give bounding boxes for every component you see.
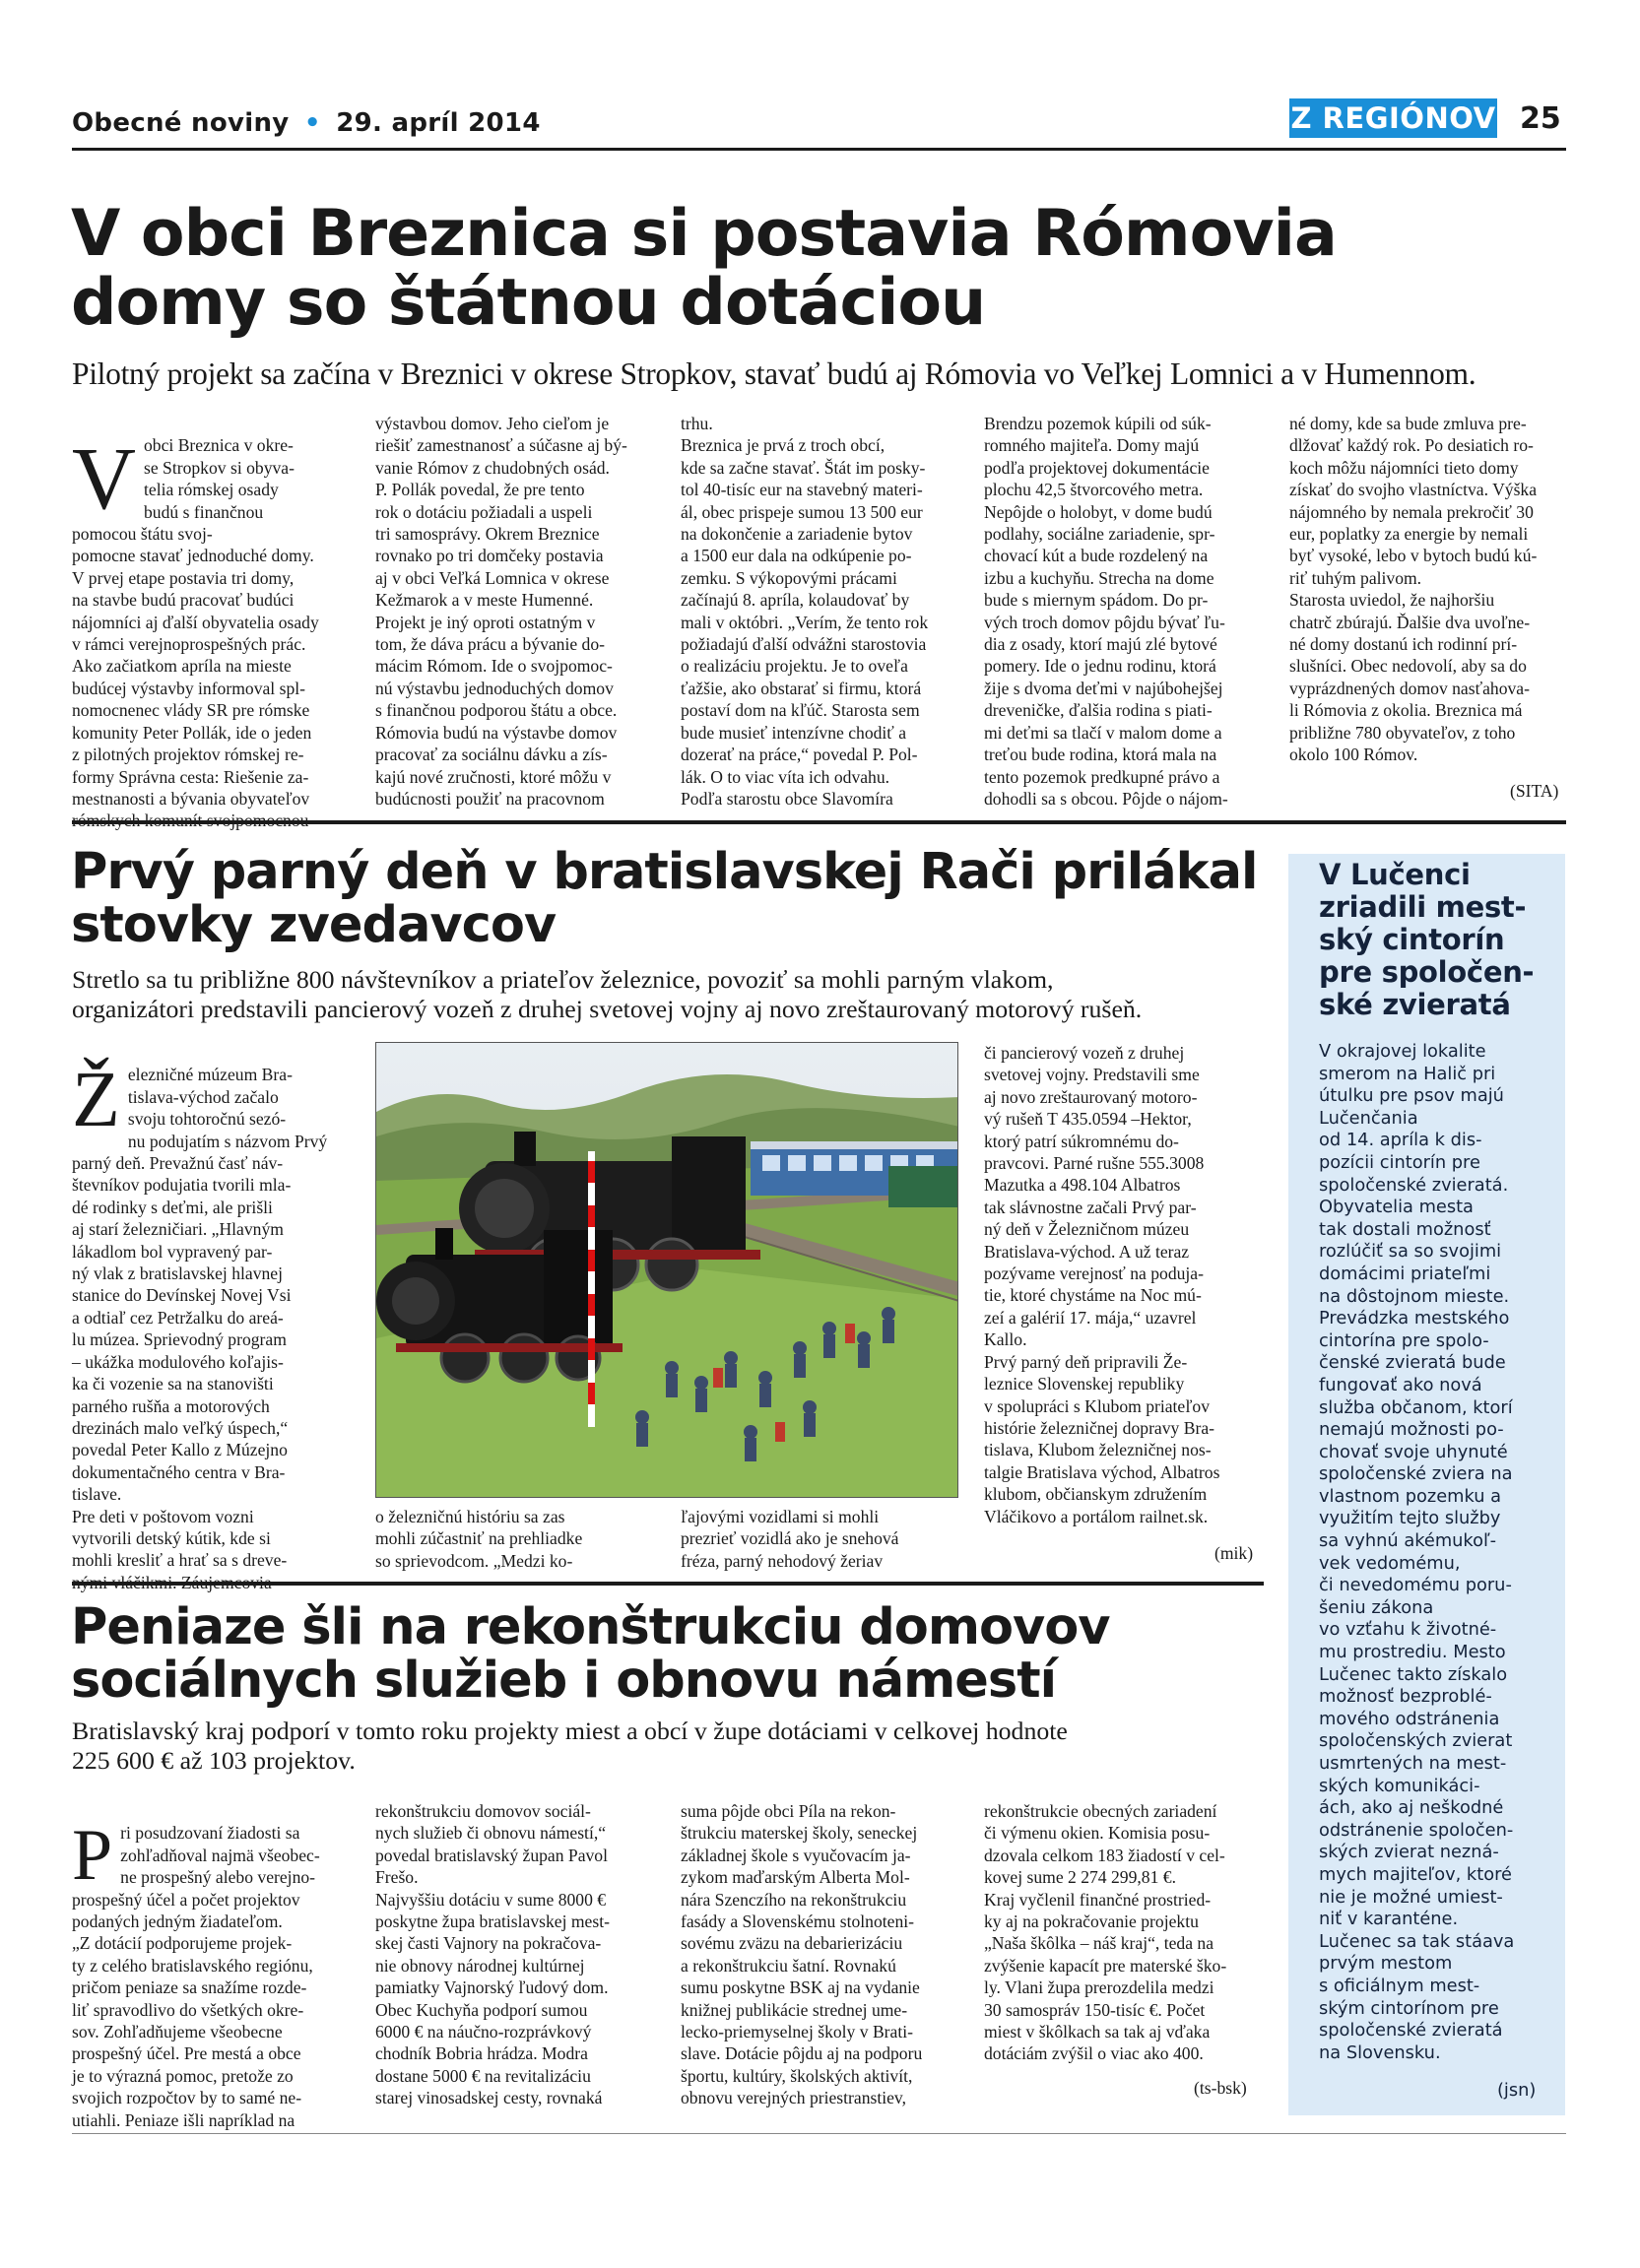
article1-column-1 [72,413,350,832]
sidebar-signature: (jsn) [1497,2080,1537,2101]
article1-column-3: trhu. Breznica je prvá z troch obcí, kde sa začne stavať. Štát im posky- tol 40-tisíc eur na stavebný materi- ál, obec prispeje sumou 13 500 eur na dokončenie a zariadenie bytov a 1500 eur dala na odkúpenie po- zemku. S výkopovými prácami začínajú 8. apríla, kolaudovať by mali v októbri. „Verím, že tento rok požiadajú ďalší odvážni starostovia o realizáciu projektu. Je to oveľa ťažšie, ako obstarať si firmu, ktorá postaví dom na kľúč. Starosta sem bude musieť intenzívne chodiť a dozerať na práce,“ povedal P. Pol- lák. O to viac víta ich odvahu. Podľa starostu obce Slavomíra [681,414,929,809]
article3-deck-line2: 225 600 € až 103 projektov. [72,1746,356,1775]
article2-column-4: či pancierový vozeň z druhej svetovej vojny. Predstavili sme aj novo zreštaurovaný motoro- vý rušeň T 435.0594 –Hektor, ktorý patrí súkromnému do- pravcovi. Parné rušne 555.3008 Mazutka a 498.104 Albatros tak slávnostne začali Prvý par- ný deň v Železničnom múzeu Bratislava-východ. A už teraz pozývame verejnosť na poduja- tie, ktoré chystáme na Noc mú- zeí a galérií 17. mája,“ uzavrel Kallo. Prvý parný deň pripravili Že- leznice Slovenskej republiky v spolupráci s Klubom priateľov histórie železničnej dopravy Bra- tislava, Klubom železničnej nos- talgie Bratislava východ, Albatros klubom, občianskym združením Vláčikovo a portálom railnet.sk. [984,1043,1220,1526]
article3-deck [72,1717,1283,1776]
article2-column-2: o železničnú históriu sa zas mohli zúčastniť na prehliadke so sprievodcom. „Medzi ko- [375,1507,583,1571]
article2-bottom-rule [72,1582,1264,1586]
article1-signature: (SITA) [1510,781,1559,801]
article1-column-5: né domy, kde sa bude zmluva pre- dlžovať každý rok. Po desiatich ro- koch môžu nájomníci tieto domy získať do svojho vlastníctva. Výška nájomného by nemala prekročiť 30 eur, poplatky za energie by nemali byť vysoké, lebo v bytoch budú kú- riť tuhým palivom. Starosta uviedol, že najhoršiu chatrč zbúrajú. Ďalšie dva uvoľne- né domy dostanú ich rodinní prí- slušníci. Obec nedovolí, aby sa do vyprázdnených domov nasťahova- li Rómovia z okolia. Breznica má približne 780 obyvateľov, z toho okolo 100 Rómov. [1289,414,1538,765]
article1-title-line1: V obci Breznica si postavia Rómovia [71,197,1337,271]
article2-dropcap: Ž [72,1057,120,1144]
article3-title-line2: sociálnych služieb i obnovu námestí [71,1652,1057,1710]
article1-title-line2: domy so štátnou dotáciou [71,265,986,340]
publication-name: Obecné noviny [72,108,290,138]
sidebar-title: V Lučenci zriadili mest- ský cintorín pre spoločen- ské zvieratá [1319,858,1535,1021]
issue-date: 29. apríl 2014 [336,108,541,138]
article2-signature: (mik) [1214,1543,1254,1563]
article2-deck-line2: organizátori predstavili pancierový vozeň z druhej svetovej vojny aj novo zreštaurovaný motorový rušeň. [72,995,1143,1023]
article2-title [71,843,1273,954]
article1-column-4: Brendzu pozemok kúpili od súk- romného majiteľa. Domy majú podľa projektovej dokumentácie plochu 42,5 štvorcového metra. Nepôjde o holobyt, v dome budú podlahy, sociálne zariadenie, spr- chovací kút a bude rozdelený na izbu a kuchyňu. Strecha na dome bude s miernym spádom. Do pr- vých troch domov pôjdu bývať ľu- dia z osady, ktorí majú zlé bytové pomery. Ide o jednu rodinu, ktorá žije s dvoma deťmi v najúbohejšej dreveničke, ďalšia rodina s piati- mi deťmi sa tlačí v malom dome a treťou bude rodina, ktorá mala na tento pozemok predkupné právo a dohodli sa s obcou. Pôjde o nájom- [984,414,1228,809]
locomotive-illustration [376,1043,958,1498]
footer-rule [72,2133,1566,2134]
page-number: 25 [1520,101,1561,136]
article3-column-2: rekonštrukciu domovov sociál- nych služieb či obnovu námestí,“ povedal bratislavský župan Pavol Frešo. Najvyššiu dotáciu v sume 8000 € poskytne župa bratislavskej mest- skej časti Vajnory na pokračova- nie obnovy národnej kultúrnej pamiatky Vajnorský ľudový dom. Obec Kuchyňa podporí sumou 6000 € na náučno-rozprávkový chodník Bobria hrádza. Modra dostane 5000 € na revitalizáciu starej vinosadskej cesty, rovnaká [375,1801,610,2108]
article2-deck-line1: Stretlo sa tu približne 800 návštevníkov a priateľov železnice, povoziť sa mohli parným vlakom, [72,965,1054,994]
article3-column-1 [72,1800,350,2131]
article3-title [71,1598,1273,1710]
article1-title [71,197,1548,340]
article1-deck: Pilotný projekt sa začína v Breznici v okrese Stropkov, stavať budú aj Rómovia vo Veľkej Lomnici a v Humennom. [72,356,1476,391]
article2-deck [72,965,1283,1024]
steam-train-photo [375,1042,958,1498]
header-rule [72,148,1566,151]
article3-title-line1: Peniaze šli na rekonštrukciu domovov [71,1598,1110,1656]
article1-col1-text: obci Breznica v okre- se Stropkov si obyva- telia rómskej osady budú s finančnou pomocou štátu svoj- pomocne stavať jednoduché domy. V prvej etape postavia tri domy, na stavbe budú pracovať budúci nájomníci aj ďalší obyvatelia osady v rámci verejnoprospešných prác. Ako začiatkom apríla na mieste budúcej výstavby informoval spl- nomocnenec vlády SR pre rómske komunity Peter Pollák, ide o jeden z pilotných projektov rómskej re- formy Správna cesta: Riešenie za- mestnanosti a bývania obyvateľov [72,435,319,809]
article1-bottom-rule [72,820,1566,824]
masthead [72,108,541,138]
article2-col1-text: elezničné múzeum Bra- tislava-východ začalo svoju tohtoročnú sezó- nu podujatím s názvom Prvý parný deň. Prevažnú časť náv- števníkov podujatia tvorili mla- dé rodinky s deťmi, ale prišli aj starí železničiari. „Hlavným lákadlom bol vypravený par- ný vlak z bratislavskej hlavnej stanice do Devínskej Novej Vsi a odtiaľ cez Petržalku do areá- lu múzea. Sprievodný program – ukážka modulového koľajis- ka či vozenie sa na stanovišti parného rušňa a motorových drezinách malo veľký úspech,“ povedal Peter Kallo z Múzejno dokumentačného centra v Bra- tislave. Pre deti v poštovom vozni vytvorili detský kútik, kde si mohli kresliť a hrať sa s dreve- [72,1065,328,1571]
article1-dropcap: V [72,430,136,529]
sidebar-body: V okrajovej lokalite smerom na Halič pri útulku pre psov majú Lučenčania od 14. apríla k dis- pozícii cintorín pre spoločenské zvieratá. Obyvatelia mesta tak dostali možnosť rozlúčiť sa so svojimi domácimi priateľmi na dôstojnom mieste. Prevádzka mestského cintorína pre spolo- čenské zvieratá bude fungovať ako nová služba občanom, ktorí nemajú možnosti po- chovať svoje uhynuté spoločenské zviera na vlastnom pozemku a využitím tejto služby sa vyhnú akémukoľ- vek vedomému, či nevedomému poru- šeniu zákona vo vzťahu k životné- mu prostrediu. Mesto Lučenec takto získalo možnosť bezproblé- mového odstránenia spoločenských zvierat usmrtených na mest- ských komunikáci- ách, ako aj neškodné odstránenie spoločen- ských zvierat nezná- mych majiteľov, ktoré nie je možné umiest- niť v karanténe. Lučenec sa tak stáava prvým mestom s oficiálnym mest- ským cintorínom pre spoločenské zvieratá na Slovensku. [1319,1041,1515,2063]
separator-dot: • [303,108,321,138]
article2-title-line2: stovky zvedavcov [71,896,557,954]
article3-col1-text: ri posudzovaní žiadosti sa zohľadňoval najmä všeobec- ne prospešný alebo verejno- prospešný účel a počet projektov podaných jedným žiadateľom. „Z dotácií podporujeme projek- ty z celého bratislavského regiónu, pričom peniaze sa snažíme rozde- liť spravodlivo do všetkých okre- sov. Zohľadňujeme všeobecne prospešný účel. Pre mestá a obce je to výrazná pomoc, pretože zo svojich rozpočtov by to samé ne- utiahli. Peniaze išli napríklad na [72,1823,320,2130]
article3-dropcap: P [72,1815,113,1897]
article2-column-3: ľajovými vozidlami si mohli prezrieť vozidlá ako je snehová fréza, parný nehodový žeriav [681,1507,899,1571]
article1-column-2: výstavbou domov. Jeho cieľom je riešiť zamestnanosť a súčasne aj bý- vanie Rómov z chudobných osád. P. Pollák povedal, že pre tento rok o dotáciu požiadali a uspeli tri samosprávy. Okrem Breznice rovnako po tri domčeky postavia aj v obci Veľká Lomnica v okrese Kežmarok a v meste Humenné. Projekt je iný oproti ostatným v tom, že dáva prácu a bývanie do- mácim Rómom. Ide o svojpomoc- nú výstavbu jednoduchých domov s finančnou podporou štátu a obce. Rómovia budú na výstavbe domov pracovať za sociálnu dávku a zís- kajú nové zručnosti, ktoré môžu v budúcnosti použiť na pracovnom [375,414,627,809]
article3-signature: (ts-bsk) [1194,2078,1247,2098]
section-label: Z REGIÓNOV [1289,98,1497,138]
article2-column-1 [72,1042,350,1593]
article3-column-3: suma pôjde obci Píla na rekon- štrukciu materskej školy, seneckej základnej škole s vyučovacím ja- zykom maďarským Alberta Mol- nára Szenczího na rekonštrukciu fasády a Slovenskému stolnoteni- sovému zväzu na debarierizáciu a rekonštrukciu šatní. Rovnakú sumu poskytne BSK aj na vydanie knižnej publikácie strednej ume- lecko-priemyselnej školy v Brati- slave. Dotácie pôjdu aj na podporu športu, kultúry, školských aktivít, obnovu verejných priestranstiev, [681,1801,923,2108]
article2-title-line1: Prvý parný deň v bratislavskej Rači prilákal [71,843,1258,901]
article3-deck-line1: Bratislavský kraj podporí v tomto roku projekty miest a obcí v župe dotáciami v celkovej hodnote [72,1717,1068,1745]
article3-column-4: rekonštrukcie obecných zariadení či výmenu okien. Komisia posu- dzovala celkom 183 žiadostí v cel- kovej sume 2 274 299,81 €. Kraj vyčlenil finančné prostried- ky aj na pokračovanie projektu „Naša škôlka – náš kraj“, teda na zvýšenie kapacít pre materské ško- ly. Vlani župa prerozdelila medzi 30 samospráv 150-tisíc €. Počet miest v škôlkach sa tak aj vďaka dotáciám zvýšil o viac ako 400. [984,1801,1227,2064]
